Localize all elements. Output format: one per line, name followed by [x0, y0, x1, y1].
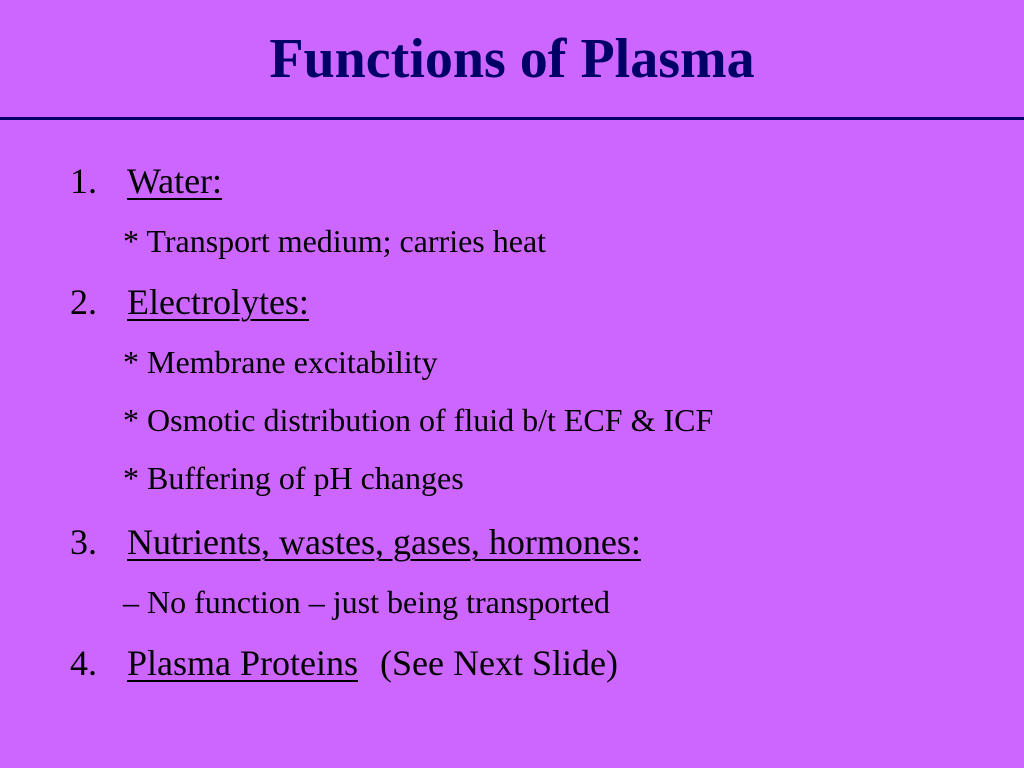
list-item-water: [70, 160, 222, 202]
item-number: 1.: [70, 161, 97, 201]
slide-title: Functions of Plasma: [269, 28, 755, 90]
item-label: Nutrients, wastes, gases, hormones:: [127, 522, 641, 562]
item-note: (See Next Slide): [380, 643, 618, 683]
item-number: 3.: [70, 522, 97, 562]
item-number: 2.: [70, 282, 97, 322]
subpoint-membrane-excitability: * Membrane excitability: [123, 344, 438, 380]
list-item-nutrients: [70, 521, 641, 563]
item-label: Electrolytes:: [127, 282, 309, 322]
subpoint-buffering: * Buffering of pH changes: [123, 460, 464, 496]
list-item-electrolytes: [70, 281, 309, 323]
subpoint-transport-medium: * Transport medium; carries heat: [123, 223, 547, 259]
list-item-plasma-proteins: [70, 642, 618, 684]
subpoint-no-function: – No function – just being transported: [123, 584, 611, 620]
item-number: 4.: [70, 643, 97, 683]
item-label: Water:: [127, 161, 223, 201]
item-label: Plasma Proteins: [127, 643, 358, 683]
subpoint-osmotic-distribution: * Osmotic distribution of fluid b/t ECF & ICF: [123, 402, 714, 438]
